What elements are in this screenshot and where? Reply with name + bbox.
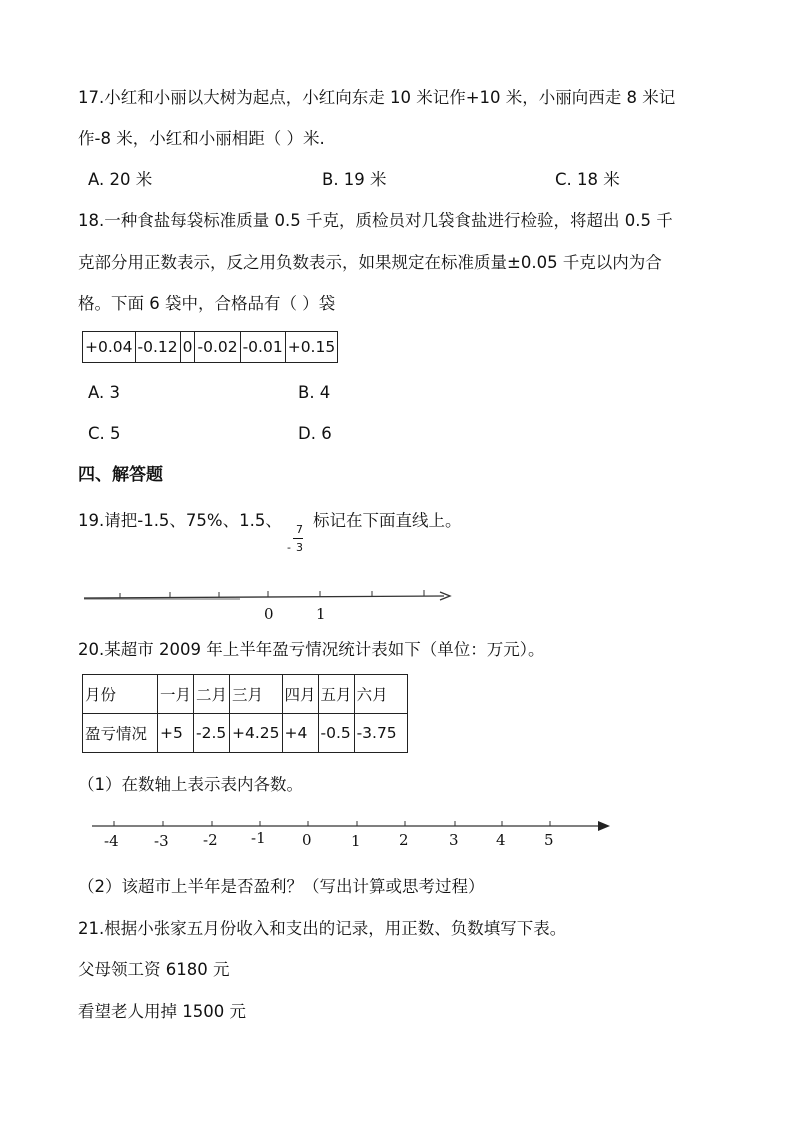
q17-option-c: C. 18 米	[555, 170, 620, 189]
q20-text: 20.某超市 2009 年上半年盈亏情况统计表如下（单位：万元）。	[78, 640, 545, 659]
axis-label--4: -4	[104, 832, 119, 850]
q21-text: 21.根据小张家五月份收入和支出的记录，用正数、负数填写下表。	[78, 919, 567, 938]
q18-option-b: B. 4	[298, 383, 331, 402]
table-cell: +0.04	[83, 332, 136, 363]
axis-label-0: 0	[302, 831, 312, 849]
q19-fraction-denominator: 3	[296, 541, 303, 554]
table-cell: +4	[282, 714, 318, 753]
q18-option-d: D. 6	[298, 424, 332, 443]
q18-option-c: C. 5	[88, 424, 121, 443]
table-cell: 0	[180, 332, 195, 363]
axis-label-5: 5	[544, 831, 554, 849]
table-cell: -2.5	[194, 714, 230, 753]
q18-line1: 18.一种食盐每袋标准质量 0.5 千克，质检员对几袋食盐进行检验，将超出 0.5 千	[78, 211, 673, 230]
table-cell: -0.01	[240, 332, 285, 363]
q20-number-line	[92, 821, 610, 850]
q21-line1: 父母领工资 6180 元	[78, 960, 230, 979]
table-header-cell: 二月	[194, 675, 230, 714]
q20-sub1: （1）在数轴上表示表内各数。	[78, 775, 303, 794]
table-header-cell: 三月	[230, 675, 283, 714]
axis-label-4: 4	[496, 831, 506, 849]
q17-option-a: A. 20 米	[88, 170, 153, 189]
q19-fraction-numerator: 7	[296, 523, 303, 536]
q17-option-b: B. 19 米	[322, 170, 387, 189]
q19-fraction-sign: -	[287, 541, 291, 554]
table-cell: +0.15	[285, 332, 338, 363]
axis-label-3: 3	[449, 831, 459, 849]
axis-label--1: -1	[251, 829, 266, 847]
q19-text-after: 标记在下面直线上。	[313, 511, 462, 530]
table-header-cell: 四月	[282, 675, 318, 714]
axis-label--2: -2	[203, 831, 218, 849]
q17-line2: 作-8 米，小红和小丽相距（ ）米.	[78, 129, 325, 148]
table-header-cell: 六月	[354, 675, 407, 714]
q20-sub2: （2）该超市上半年是否盈利？（写出计算或思考过程）	[78, 877, 485, 896]
table-cell: +4.25	[230, 714, 283, 753]
table-header-cell: 月份	[83, 675, 158, 714]
table-header-cell: 一月	[158, 675, 194, 714]
table-row	[83, 714, 408, 753]
axis-label-1: 1	[351, 832, 361, 850]
table-cell: +5	[158, 714, 194, 753]
table-cell: -0.12	[135, 332, 180, 363]
section-title: 四、解答题	[78, 465, 163, 485]
q17-line1: 17.小红和小丽以大树为起点，小红向东走 10 米记作+10 米，小丽向西走 8 米记	[78, 88, 676, 107]
q19-text-before: 19.请把-1.5、75%、1.5、	[78, 511, 282, 530]
q21-line2: 看望老人用掉 1500 元	[78, 1002, 246, 1021]
q19-number-line	[84, 590, 450, 623]
table-row	[83, 675, 408, 714]
q18-option-a: A. 3	[88, 383, 120, 402]
table-cell: -0.5	[318, 714, 354, 753]
table-cell: -0.02	[195, 332, 240, 363]
q18-line3: 格。下面 6 袋中，合格品有（ ）袋	[78, 294, 336, 313]
axis-label-2: 2	[399, 831, 409, 849]
q18-line2: 克部分用正数表示，反之用负数表示，如果规定在标准质量±0.05 千克以内为合	[78, 253, 662, 272]
table-header-cell: 五月	[318, 675, 354, 714]
table-cell: 盈亏情况	[83, 714, 158, 753]
table-cell: -3.75	[354, 714, 407, 753]
q20-table	[82, 674, 408, 753]
axis-label--3: -3	[154, 832, 169, 850]
axis-label-1: 1	[316, 605, 326, 623]
axis-label-0: 0	[264, 605, 274, 623]
